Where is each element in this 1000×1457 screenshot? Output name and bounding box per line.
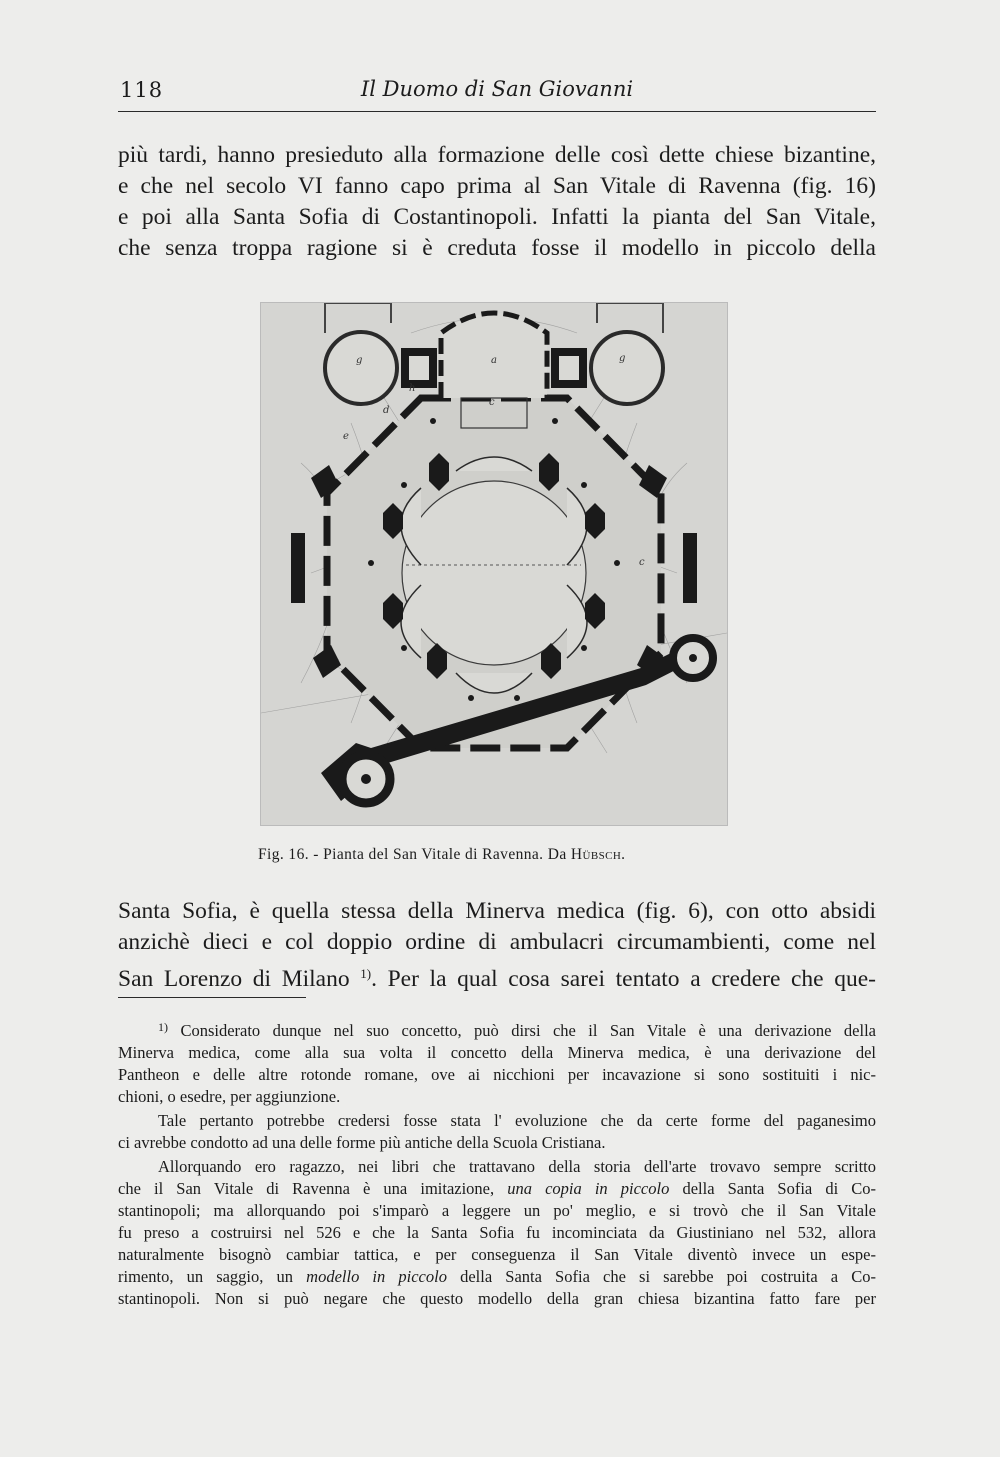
figure-caption bbox=[258, 846, 818, 864]
text-line: e che nel secolo VI fanno capo prima al San Vitale di Ravenna (fig. 16) bbox=[118, 173, 876, 199]
text-segment: . Per la qual cosa sarei tentato a credere che que- bbox=[371, 966, 877, 992]
caption-text: Pianta del San Vitale di Ravenna. Da bbox=[323, 846, 567, 863]
text-line: più tardi, hanno presieduto alla formazione delle così dette chiese bizantine, bbox=[118, 142, 876, 168]
footnote-marker: 1) bbox=[158, 1020, 168, 1034]
text-line-with-footnote bbox=[118, 958, 876, 995]
footnote-line: stantinopoli; ma allorquando poi s'imparò a leggere un po' meglio, e si trovò che il San Vitale bbox=[118, 1201, 876, 1220]
footnote-line: Pantheon e delle altre rotonde romane, ove ai nicchioni per incavazione si sono sostituiti i nic- bbox=[118, 1065, 876, 1084]
text-segment: Considerato dunque nel suo concetto, può dirsi che il San Vitale è una derivazione della bbox=[180, 1021, 877, 1040]
running-title: Il Duomo di San Giovanni bbox=[360, 77, 634, 101]
italic-phrase: modello in piccolo bbox=[306, 1267, 447, 1286]
header-rule bbox=[118, 111, 876, 112]
footnote-line: naturalmente bisognò cambiar tattica, e per conseguenza il San Vitale diventò invece un espe- bbox=[118, 1245, 876, 1264]
footnote-line bbox=[118, 1178, 876, 1200]
plan-label: h bbox=[409, 383, 416, 394]
text-line: anzichè dieci e col doppio ordine di ambulacri circumambienti, come nel bbox=[118, 929, 876, 955]
footnote-line bbox=[118, 1266, 876, 1288]
footnote-line: Allorquando ero ragazzo, nei libri che trattavano della storia dell'arte trovavo sempre scritto bbox=[158, 1157, 876, 1176]
plan-label: e bbox=[343, 431, 349, 442]
caption-author: Hübsch. bbox=[570, 846, 626, 863]
footnote-line: fu preso a costruirsi nel 526 e che la Santa Sofia fu incominciata da Giustiniano nel 532, allora bbox=[118, 1223, 876, 1242]
page-number: 118 bbox=[120, 78, 164, 102]
footnote-paragraph bbox=[118, 1016, 876, 1108]
footnote-paragraph bbox=[118, 1110, 876, 1154]
italic-phrase: una copia in piccolo bbox=[507, 1179, 670, 1198]
footnote-line: Minerva medica, come alla sua volta il concetto della Minerva medica, è una derivazione del bbox=[118, 1043, 876, 1062]
body-text-top bbox=[118, 140, 876, 264]
floor-plan-figure bbox=[260, 302, 728, 826]
plan-label: c bbox=[489, 397, 495, 408]
body-text-bottom bbox=[118, 896, 876, 995]
text-line: e poi alla Santa Sofia di Costantinopoli. Infatti la pianta del San Vitale, bbox=[118, 204, 876, 230]
footnotes bbox=[118, 1016, 876, 1312]
text-line: Santa Sofia, è quella stessa della Minerva medica (fig. 6), con otto absidi bbox=[118, 898, 876, 924]
text-segment: della Santa Sofia di Co- bbox=[682, 1179, 877, 1198]
text-segment: rimento, un saggio, un bbox=[118, 1267, 294, 1286]
footnote-line: ci avrebbe condotto ad una delle forme più antiche della Scuola Cristiana. bbox=[118, 1133, 606, 1152]
san-vitale-floor-plan bbox=[261, 303, 727, 825]
running-header bbox=[118, 74, 876, 108]
footnote-reference: 1) bbox=[360, 966, 372, 981]
footnote-paragraph bbox=[118, 1156, 876, 1310]
plan-label: c bbox=[639, 557, 645, 568]
text-segment: che il San Vitale di Ravenna è una imitazione, bbox=[118, 1179, 495, 1198]
plan-label: g bbox=[619, 353, 626, 364]
caption-fig-label: Fig. 16. - bbox=[258, 846, 319, 863]
footnote-line: Tale pertanto potrebbe credersi fosse stata l' evoluzione che da certe forme del paganesimo bbox=[158, 1111, 876, 1130]
footnote-line bbox=[118, 1016, 876, 1042]
plan-label: g bbox=[356, 355, 363, 366]
footnote-line: stantinopoli. Non si può negare che questo modello della gran chiesa bizantina fatto fare per bbox=[118, 1289, 876, 1308]
text-segment: della Santa Sofia che si sarebbe poi costruita a Co- bbox=[460, 1267, 877, 1286]
text-line: che senza troppa ragione si è creduta fosse il modello in piccolo della bbox=[118, 235, 876, 261]
plan-label: a bbox=[491, 355, 497, 366]
text-segment: San Lorenzo di Milano bbox=[118, 966, 350, 992]
plan-label: d bbox=[383, 405, 390, 416]
footnote-rule bbox=[118, 997, 306, 998]
footnote-line: chioni, o esedre, per aggiunzione. bbox=[118, 1087, 341, 1106]
